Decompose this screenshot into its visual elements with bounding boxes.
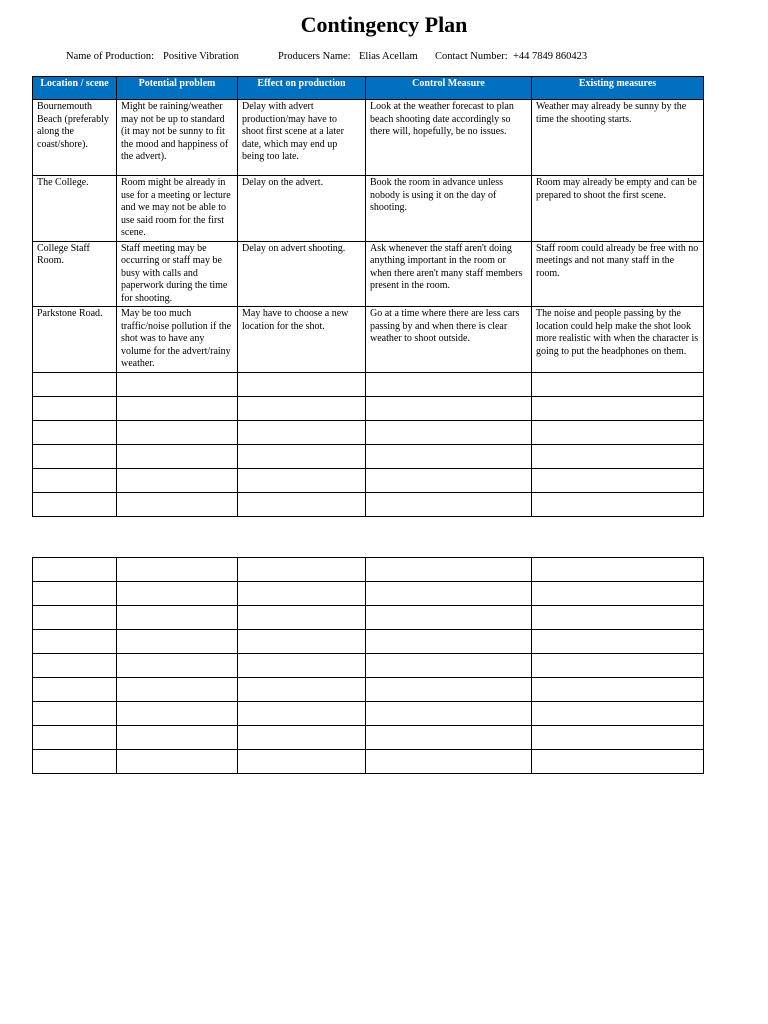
cell-existing: Room may already be empty and can be prepared to shoot the first scene. xyxy=(532,176,704,242)
empty-cell xyxy=(117,372,238,396)
cell-problem: May be too much traffic/noise pollution if the shot was to have any volume for the advert/rainy weather. xyxy=(117,307,238,373)
empty-cell xyxy=(532,654,704,678)
empty-cell xyxy=(366,420,532,444)
table-row xyxy=(33,307,704,373)
empty-row xyxy=(33,678,704,702)
empty-cell xyxy=(117,726,238,750)
empty-cell xyxy=(117,606,238,630)
cell-problem: Might be raining/weather may not be up to standard (it may not be sunny to fit the mood and happiness of the advert). xyxy=(117,100,238,176)
empty-cell xyxy=(366,750,532,774)
empty-cell xyxy=(532,492,704,516)
cell-control: Ask whenever the staff aren't doing anything important in the room or when there aren't many staff members present in the room. xyxy=(366,241,532,307)
blank-table xyxy=(32,557,704,774)
header-potential-problem: Potential problem xyxy=(117,77,238,100)
empty-cell xyxy=(532,702,704,726)
table-header-row xyxy=(33,77,704,100)
empty-cell xyxy=(366,492,532,516)
empty-row xyxy=(33,444,704,468)
producer-name-value: Elias Acellam xyxy=(359,51,418,62)
empty-cell xyxy=(117,750,238,774)
header-effect: Effect on production xyxy=(238,77,366,100)
table-row xyxy=(33,176,704,242)
empty-cell xyxy=(238,396,366,420)
empty-cell xyxy=(366,468,532,492)
empty-cell xyxy=(238,558,366,582)
empty-cell xyxy=(532,420,704,444)
empty-cell xyxy=(33,702,117,726)
empty-cell xyxy=(117,468,238,492)
table-row xyxy=(33,100,704,176)
empty-cell xyxy=(117,492,238,516)
empty-cell xyxy=(33,654,117,678)
empty-cell xyxy=(366,702,532,726)
empty-row xyxy=(33,468,704,492)
empty-row xyxy=(33,558,704,582)
empty-cell xyxy=(33,582,117,606)
empty-cell xyxy=(532,606,704,630)
empty-cell xyxy=(238,702,366,726)
cell-effect: Delay on advert shooting. xyxy=(238,241,366,307)
cell-effect: May have to choose a new location for the shot. xyxy=(238,307,366,373)
header-control-measure: Control Measure xyxy=(366,77,532,100)
empty-cell xyxy=(532,372,704,396)
empty-cell xyxy=(366,606,532,630)
empty-cell xyxy=(33,468,117,492)
empty-cell xyxy=(33,750,117,774)
cell-location: The College. xyxy=(33,176,117,242)
empty-cell xyxy=(117,582,238,606)
empty-cell xyxy=(238,678,366,702)
cell-effect: Delay on the advert. xyxy=(238,176,366,242)
empty-row xyxy=(33,492,704,516)
empty-cell xyxy=(117,654,238,678)
empty-cell xyxy=(366,558,532,582)
empty-row xyxy=(33,582,704,606)
empty-row xyxy=(33,396,704,420)
cell-location: Parkstone Road. xyxy=(33,307,117,373)
empty-cell xyxy=(366,396,532,420)
empty-cell xyxy=(33,558,117,582)
empty-row xyxy=(33,630,704,654)
table-row xyxy=(33,241,704,307)
cell-effect: Delay with advert production/may have to shoot first scene at a later date, which may end up being too late. xyxy=(238,100,366,176)
empty-cell xyxy=(238,606,366,630)
empty-cell xyxy=(117,396,238,420)
empty-cell xyxy=(532,750,704,774)
empty-cell xyxy=(366,444,532,468)
empty-cell xyxy=(366,372,532,396)
empty-cell xyxy=(33,606,117,630)
header-location: Location / scene xyxy=(33,77,117,100)
empty-cell xyxy=(117,558,238,582)
empty-cell xyxy=(238,444,366,468)
contingency-table xyxy=(32,76,704,517)
cell-control: Book the room in advance unless nobody is using it on the day of shooting. xyxy=(366,176,532,242)
empty-cell xyxy=(33,444,117,468)
empty-cell xyxy=(33,678,117,702)
empty-row xyxy=(33,654,704,678)
empty-cell xyxy=(33,420,117,444)
empty-cell xyxy=(532,678,704,702)
cell-location: Bournemouth Beach (preferably along the coast/shore). xyxy=(33,100,117,176)
empty-cell xyxy=(238,468,366,492)
empty-cell xyxy=(532,396,704,420)
empty-cell xyxy=(238,372,366,396)
empty-cell xyxy=(33,492,117,516)
cell-problem: Room might be already in use for a meeting or lecture and we may not be able to use said room for the first scene. xyxy=(117,176,238,242)
empty-cell xyxy=(366,630,532,654)
empty-cell xyxy=(117,702,238,726)
empty-cell xyxy=(366,654,532,678)
empty-cell xyxy=(117,678,238,702)
empty-row xyxy=(33,702,704,726)
cell-problem: Staff meeting may be occurring or staff may be busy with calls and paperwork during the time for shooting. xyxy=(117,241,238,307)
cell-location: College Staff Room. xyxy=(33,241,117,307)
empty-cell xyxy=(33,372,117,396)
empty-cell xyxy=(33,630,117,654)
cell-existing: Staff room could already be free with no meetings and not many staff in the room. xyxy=(532,241,704,307)
production-name-value: Positive Vibration xyxy=(163,51,239,62)
empty-cell xyxy=(33,396,117,420)
contact-number-value: +44 7849 860423 xyxy=(513,51,588,62)
cell-control: Look at the weather forecast to plan beach shooting date accordingly so there will, hopefully, be no issues. xyxy=(366,100,532,176)
empty-cell xyxy=(238,630,366,654)
empty-row xyxy=(33,750,704,774)
cell-existing: Weather may already be sunny by the time the shooting starts. xyxy=(532,100,704,176)
empty-cell xyxy=(366,678,532,702)
empty-cell xyxy=(238,582,366,606)
empty-cell xyxy=(532,726,704,750)
empty-cell xyxy=(117,630,238,654)
empty-cell xyxy=(366,582,532,606)
cell-control: Go at a time where there are less cars passing by and when there is clear weather to shoot outside. xyxy=(366,307,532,373)
header-existing-measures: Existing measures xyxy=(532,77,704,100)
contact-number-label: Contact Number: xyxy=(435,51,508,62)
empty-row xyxy=(33,606,704,630)
empty-cell xyxy=(366,726,532,750)
empty-cell xyxy=(532,558,704,582)
empty-cell xyxy=(532,468,704,492)
production-name-label: Name of Production: xyxy=(66,51,155,62)
empty-cell xyxy=(238,420,366,444)
producer-name-label: Producers Name: xyxy=(278,51,351,62)
page-title: Contingency Plan xyxy=(300,12,468,37)
empty-cell xyxy=(33,726,117,750)
empty-cell xyxy=(532,582,704,606)
empty-cell xyxy=(238,492,366,516)
empty-cell xyxy=(532,444,704,468)
empty-row xyxy=(33,726,704,750)
empty-cell xyxy=(238,654,366,678)
empty-cell xyxy=(238,750,366,774)
empty-cell xyxy=(117,420,238,444)
empty-cell xyxy=(117,444,238,468)
empty-row xyxy=(33,420,704,444)
empty-row xyxy=(33,372,704,396)
empty-cell xyxy=(532,630,704,654)
empty-cell xyxy=(238,726,366,750)
cell-existing: The noise and people passing by the location could help make the shot look more realistic with when the character is going to put the headphones on them. xyxy=(532,307,704,373)
